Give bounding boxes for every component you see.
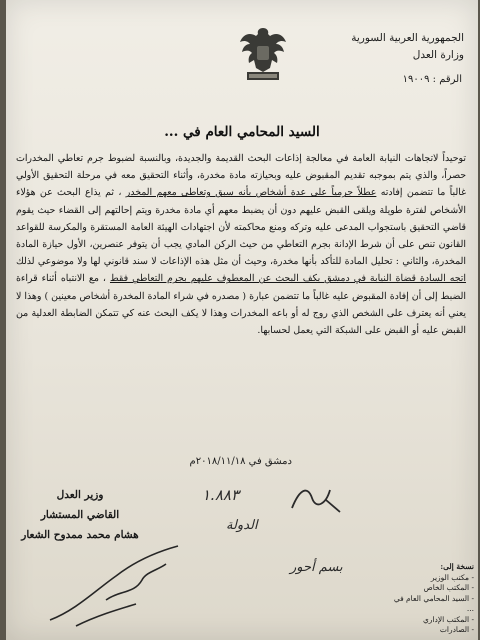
ministry-name: وزارة العدل <box>412 49 464 61</box>
distribution-item: - الصادرات <box>439 625 474 634</box>
signatory-title: وزير العدل <box>56 489 104 501</box>
distribution-item: - السيد المحامي العام في ... <box>393 593 474 613</box>
letterhead <box>334 30 464 64</box>
signature-scribble-icon <box>46 540 186 630</box>
distribution-item: - المكتب الإداري <box>422 614 474 624</box>
body-text-2: ، ثم يذاع البحث عن هؤلاء الأشخاص لفترة طويلة ويلقى القبض عليهم دون أن يضبط معهم أي مادة مخدرة ويتم إحالتهم إلى القضاء حيث يقوم قاضي التحقيق باستجواب المدعى عليه وتركه ومنع محاكمته لأن اجتهادات الهيئة العامة المستقرة والمكرسة للقواعد القانون تنص على أن شرط الإدانة بجرم التعاطي من حيث الركن المادي يجب أن يتوفر عنصرين، الأول حيازة المادة المخدرة، والثاني : تحليل المادة للتأكد بأنها مخدرة، وحيث أن مثل هذه الإذاعات لا سند قانوني لها ولا موضوعي لذلك <box>16 187 466 268</box>
reference-value: ١٩٠٠٩ <box>402 74 430 85</box>
reference-number: الرقم : ١٩٠٠٩ <box>402 74 462 85</box>
document-page <box>6 0 478 640</box>
distribution-list <box>386 562 474 636</box>
body-underlined-2: اتجه السادة قضاة النيابة في دمشق بكف البحث عن المعطوف عليهم بجرم التعاطي فقط <box>109 273 467 285</box>
handwritten-note-1: الدولة <box>226 518 258 533</box>
signatory-name: هشام محمد ممدوح الشعار <box>21 529 139 541</box>
distribution-item: - مكتب الوزير <box>430 572 474 582</box>
reference-label: الرقم <box>439 74 462 85</box>
body-underlined-1: عطلاً جرمياً على عدة أشخاص بأنه سبق وتعاطى معهم المخدر <box>125 187 377 199</box>
salutation: السيد المحامي العام في ... <box>164 124 320 140</box>
eagle-emblem-icon <box>238 22 288 86</box>
country-name: الجمهورية العربية السورية <box>351 32 464 44</box>
handwritten-mark-icon <box>286 478 346 518</box>
handwritten-note-2: بسم أحور <box>290 560 343 575</box>
letter-date: دمشق في ٢٠١٨/١١/١٨م <box>189 456 292 467</box>
signature-block <box>20 485 140 545</box>
distribution-item: - المكتب الخاص <box>423 583 474 592</box>
distribution-heading: نسخة إلى: <box>440 562 474 571</box>
body-text-1: توحيداً لاتجاهات النيابة العامة في معالجة إذاعات البحث القديمة والجديدة، وبالنسبة لضبوط جرم تعاطي المخدرات حصراً، والذي يتم بموجبه تقديم المقبوض عليه وبحيازته مادة مخدرة، وأثناء التحقيق معه في مرحلة التحقيق الأولي غالباً ما تتضمن إفادته <box>16 153 466 199</box>
body-text-3: ، مع الانتباه أثناء قراءة الضبط إلى أن إفادة المقبوض عليه غالباً ما تتضمن عبارة ( مصدره في شراء المادة المخدرة أشخاص معينين ) وهذا لا يعني أنه يعترف على الشخص الذي روج له أو باعه المخدرات وهذا لا يكف البحث عنه كي تتمكن الضابطة العدلية من القبض عليه أو القبض على الشبكة التي يعمل لحسابها. <box>16 273 466 337</box>
letter-body <box>16 150 466 339</box>
handwritten-number: ١.٨٨٣ <box>202 486 239 504</box>
signatory-rank: القاضي المستشار <box>40 509 120 521</box>
